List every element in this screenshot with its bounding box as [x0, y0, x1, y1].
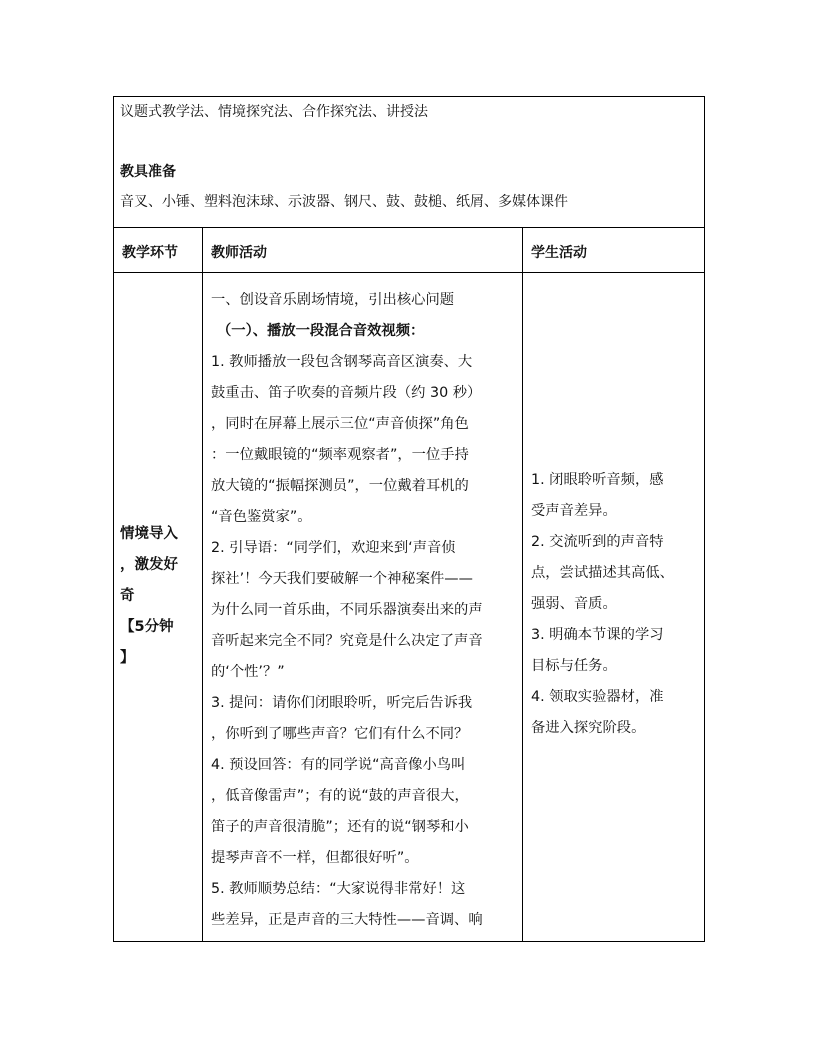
methods-cell [114, 97, 705, 228]
header-stage: 教学环节 [114, 228, 203, 273]
tools-list-text: 音叉、小锤、塑料泡沫球、示波器、钢尺、鼓、鼓槌、纸屑、多媒体课件 [120, 194, 568, 210]
student-activity-line: 受声音差异。 [531, 503, 617, 519]
teacher-activity-line: 一、创设音乐剧场情境，引出核心问题 [211, 292, 455, 308]
teacher-activity-line: 为什么同一首乐曲，不同乐器演奏出来的声 [211, 602, 483, 618]
teacher-activity-line: ，同时在屏幕上展示三位“声音侦探”角色 [211, 416, 469, 432]
teacher-activity-line: 5. 教师顺势总结：“大家说得非常好！这 [211, 881, 466, 897]
methods-row [114, 97, 705, 228]
student-activity-cell [523, 273, 705, 942]
table-header-row [114, 228, 705, 273]
teacher-activity-text [203, 273, 522, 936]
stage-line: 奇 [120, 588, 135, 604]
stage-line: ，激发好 [120, 557, 178, 573]
teacher-activity-line: 的‘个性’？” [211, 664, 285, 680]
teacher-activity-line: 笛子的声音很清脆”；还有的说“钢琴和小 [211, 819, 469, 835]
teacher-activity-line: 放大镜的“振幅探测员”，一位戴着耳机的 [211, 478, 469, 494]
teacher-activity-line: ，低音像雷声”；有的说“鼓的声音很大， [211, 788, 469, 804]
teacher-activity-line: ，你听到了哪些声音？它们有什么不同？ [211, 726, 469, 742]
table-row [114, 273, 705, 942]
stage-line: 】 [120, 650, 135, 666]
stage-text [114, 273, 202, 674]
teacher-activity-line: 鼓重击、笛子吹奏的音频片段（约 30 秒） [211, 385, 482, 401]
teacher-activity-line: 探社’！今天我们要破解一个神秘案件—— [211, 571, 473, 587]
teacher-activity-line: 些差异，正是声音的三大特性——音调、响 [211, 912, 483, 928]
teacher-activity-line: 2. 引导语：“同学们，欢迎来到‘声音侦 [211, 540, 456, 556]
student-activity-line: 强弱、音质。 [531, 596, 617, 612]
teacher-activity-line: 4. 预设回答：有的同学说“高音像小鸟叫 [211, 757, 466, 773]
student-activity-line: 点，尝试描述其高低、 [531, 565, 674, 581]
student-activity-text [523, 273, 704, 744]
teacher-activity-line: 1. 教师播放一段包含钢琴高音区演奏、大 [211, 354, 473, 370]
header-student: 学生活动 [523, 228, 705, 273]
teacher-activity-line: 提琴声音不一样，但都很好听”。 [211, 850, 419, 866]
teacher-activity-cell [203, 273, 523, 942]
student-activity-line: 4. 领取实验器材，准 [531, 689, 664, 705]
teacher-activity-line: 3. 提问：请你们闭眼聆听，听完后告诉我 [211, 695, 473, 711]
student-activity-line: 备进入探究阶段。 [531, 720, 646, 736]
student-activity-line: 3. 明确本节课的学习 [531, 627, 664, 643]
teacher-activity-line: 音听起来完全不同？究竟是什么决定了声音 [211, 633, 483, 649]
teaching-methods-text: 议题式教学法、情境探究法、合作探究法、讲授法 [120, 104, 428, 120]
teacher-activity-line: “音色鉴赏家”。 [211, 509, 312, 525]
teacher-activity-line: ：一位戴眼镜的“频率观察者”，一位手持 [211, 447, 469, 463]
header-teacher: 教师活动 [203, 228, 523, 273]
student-activity-line: 2. 交流听到的声音特 [531, 534, 664, 550]
lesson-plan-table [113, 96, 705, 942]
teacher-activity-line: （一）、播放一段混合音效视频： [217, 323, 425, 339]
stage-cell [114, 273, 203, 942]
stage-line: 情境导入 [120, 526, 178, 542]
student-activity-line: 1. 闭眼聆听音频，感 [531, 472, 664, 488]
tools-heading: 教具准备 [120, 164, 176, 180]
student-activity-line: 目标与任务。 [531, 658, 617, 674]
stage-line: 【5分钟 [120, 619, 174, 635]
